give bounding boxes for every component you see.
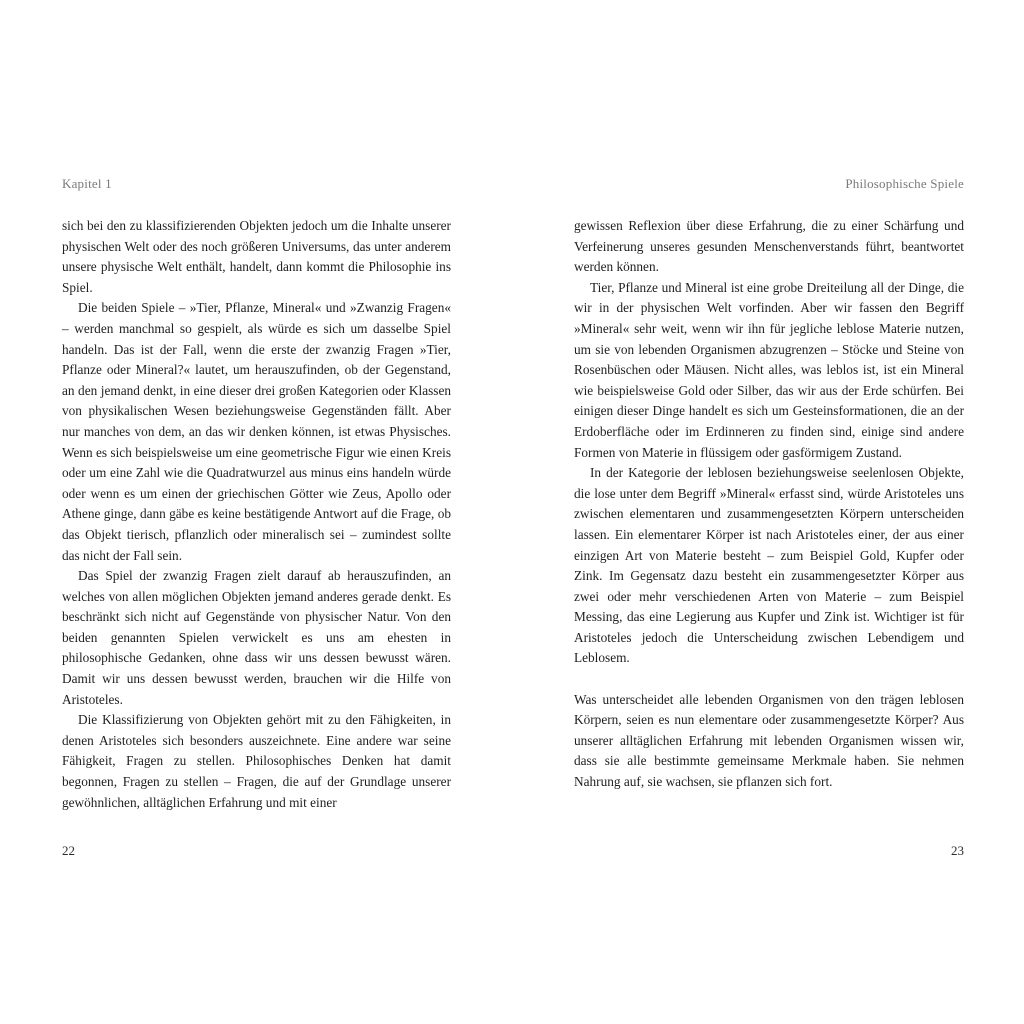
paragraph: Was unterscheidet alle lebenden Organismen von den trägen leblosen Körpern, seien es nun elementare oder zusammengesetzte Körper? Aus unserer alltäglichen Erfahrung mit lebenden Organismen wissen wir, dass sie alle bestimmte gemeinsame Merkmale haben. Sie nehmen Nahrung auf, sie wachsen, sie pflanzen sich fort. <box>574 691 964 790</box>
paragraph: Die beiden Spiele – »Tier, Pflanze, Mineral« und »Zwanzig Fragen« – werden manchmal so gespielt, als würde es sich um dasselbe Spiel handeln. Das ist der Fall, wenn die erste der zwanzig Fragen »Tier, Pflanze oder Mineral?« lautet, um herauszufinden, ob der Gegenstand, an den jemand denkt, in eine dieser drei großen Kategorien oder Klassen von physikalischen Wesen beziehungsweise Gegenständen fällt. Aber nur manches von dem, an das wir denken können, ist etwas Physisches. Wenn es sich beispielsweise um eine geometrische Figur wie einen Kreis oder um eine Zahl wie die Quadratwurzel aus minus eins handeln würde oder wenn es um einen der griechischen Götter wie Zeus, Apollo oder Athene ginge, dann gäbe es keine bestätigende Antwort auf die Frage, ob das Objekt tierisch, pflanzlich oder mineralisch sei – zumindest sollte das nicht der Fall sein. <box>62 300 451 563</box>
running-head-title: Philosophische Spiele <box>845 176 964 191</box>
right-page <box>512 0 1024 1024</box>
paragraph: gewissen Reflexion über diese Erfahrung, die zu einer Schärfung und Verfeinerung unseres gesunden Menschenverstands führt, beantwortet werden können. <box>574 218 964 275</box>
page-number: 22 <box>62 843 75 858</box>
paragraph: sich bei den zu klassifizierenden Objekten jedoch um die Inhalte unserer physischen Welt oder des noch größeren Universums, das unter anderem unsere physische Welt enthält, handelt, dann kommt die Philosophie ins Spiel. <box>62 218 451 295</box>
paragraph: Die Klassifizierung von Objekten gehört mit zu den Fähigkeiten, in denen Aristoteles sich besonders auszeichnete. Eine andere war seine Fähigkeit, Fragen zu stellen. Philosophisches Denken hat damit begonnen, Fragen zu stellen – Fragen, die auf der Grundlage unserer gewöhnlichen, alltäglichen Erfahrung und mit einer <box>62 712 451 810</box>
paragraph: In der Kategorie der leblosen beziehungsweise seelenlosen Objekte, die lose unter dem Begriff »Mineral« erfasst sind, würde Aristoteles uns zwischen elementaren und zusammengesetzten Körpern unterscheiden lassen. Ein elementarer Körper ist nach Aristoteles einer, der aus einer einzigen Art von Materie besteht – zum Beispiel Gold, Kupfer oder Zink. Im Gegensatz dazu besteht ein zusammengesetzter Körper aus zwei oder mehr verschiedenen Arten von Materie – zum Beispiel Messing, das eine Legierung aus Kupfer und Zink ist. Wichtiger ist für Aristoteles jedoch die Unterscheidung zwischen Lebendigem und Leblosem. <box>574 465 964 666</box>
paragraph: Das Spiel der zwanzig Fragen zielt darauf ab herauszufinden, an welches von allen möglichen Objekten jemand anderes gerade denkt. Es beschränkt sich nicht auf Gegenstände von physischer Natur. Von den beiden genannten Spielen verwickelt es uns am ehesten in philosophische Gedanken, ohne dass wir uns dessen bewusst wären. Damit wir uns dessen bewusst werden, brauchen wir die Hilfe von Aristoteles. <box>62 568 451 707</box>
left-page-body <box>62 216 451 813</box>
right-page-body <box>574 216 964 793</box>
running-head-chapter: Kapitel 1 <box>62 176 112 191</box>
page-number: 23 <box>951 843 964 858</box>
paragraph: Tier, Pflanze und Mineral ist eine grobe Dreiteilung all der Dinge, die wir in der physischen Welt vorfinden. Aber wir fassen den Begriff »Mineral« sehr weit, wenn wir ihn für jegliche leblose Materie nutzen, um sie von lebenden Organismen abzugrenzen – Stöcke und Steine von Rosenbüschen oder Mäusen. Nicht alles, was leblos ist, ist ein Mineral wie beispielsweise Gold oder Silber, das wir aus der Erde schürfen. Bei einigen dieser Dinge handelt es sich um Gesteinsformationen, die an der Erdoberfläche oder im Erdinneren zu finden sind, einige sind andere Formen von Materie in flüssigem oder gasförmigem Zustand. <box>574 279 964 460</box>
